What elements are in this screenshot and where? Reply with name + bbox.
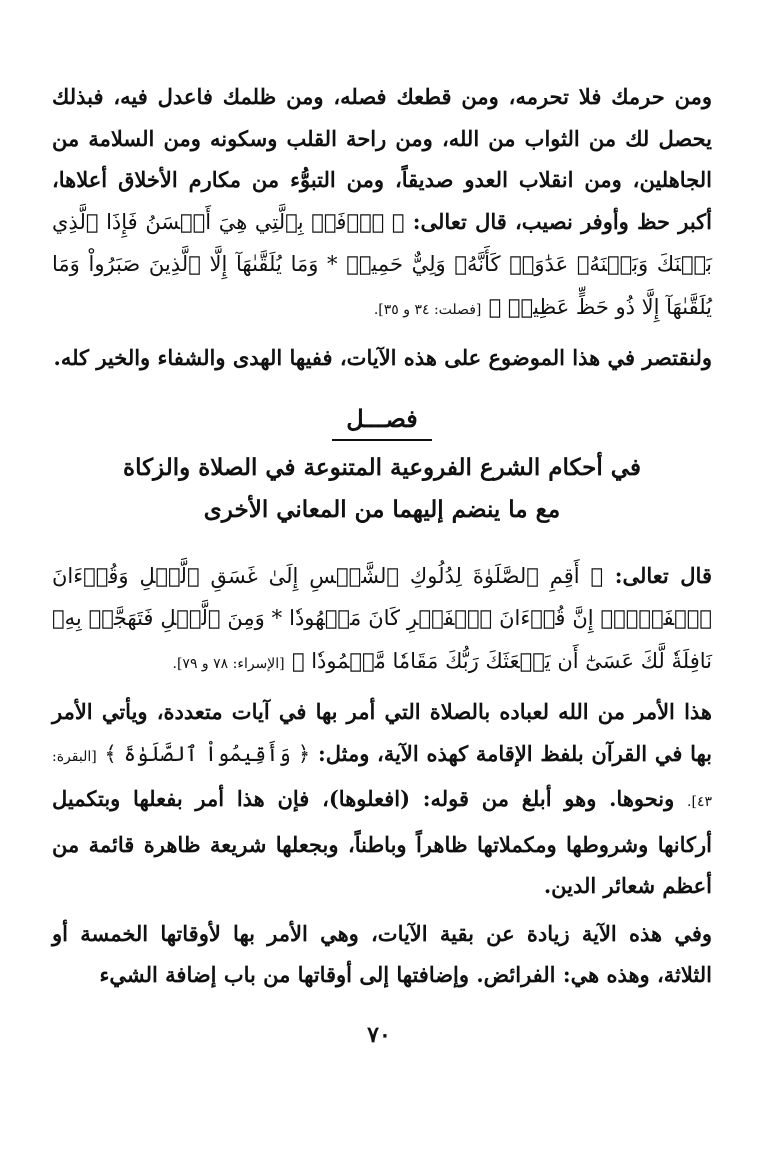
paragraph-3: [52, 555, 712, 686]
verse-reference-isra: [الإسراء: ٧٨ و ٧٩].: [172, 655, 285, 672]
quran-verse-fussilat: ﴿ ٱدۡفَعۡ بِٱلَّتِي هِيَ أَحۡسَنُ فَإِذَا ٱلَّذِي بَيۡنَكَ وَبَيۡنَهُۥ عَدَٰوَةٞ كَأَنَّهُۥ وَلِيٌّ حَمِيمٞ * وَمَا يُلَقَّىٰهَآ إِلَّا ٱلَّذِينَ صَبَرُواْ وَمَا يُلَقَّىٰهَآ إِلَّا ذُو حَظٍّ عَظِيمٖ ﴾: [52, 209, 712, 319]
paragraph-5: [52, 913, 712, 996]
fasl-title: فصـــل: [332, 401, 432, 441]
paragraph-4: [52, 691, 712, 907]
fasl-wrapper: [52, 401, 712, 441]
paragraph-4-text-2: ونحوها. وهو أبلغ من قوله: (افعلوها)، فإن هذا أمر بفعلها وبتكميل أركانها وشروطها ومكملاتها ظاهراً وباطناً، وبجعلها شريعة ظاهرة قائمة من أعظم شعائر الدين.: [52, 786, 712, 898]
section-heading-line-2: مع ما ينضم إليهما من المعاني الأخرى: [203, 495, 561, 523]
paragraph-2-text: ولنقتصر في هذا الموضوع على هذه الآيات، ففيها الهدى والشفاء والخير كله.: [53, 345, 712, 370]
page-number: ٧٠: [367, 1022, 391, 1048]
paragraph-3-intro: قال تعالى:: [614, 562, 712, 588]
paragraph-4-text-1: هذا الأمر من الله لعباده بالصلاة التي أمر بها في آيات متعددة، ويأتي الأمر بها في القرآن بلفظ الإقامة كهذه الآية، ومثل:: [52, 699, 712, 766]
section-heading: [52, 447, 712, 531]
spacer: [52, 531, 712, 555]
verse-reference-baqara: [البقرة: ٤٣].: [52, 748, 712, 810]
paragraph-1-text: ومن حرمك فلا تحرمه، ومن قطعك فصله، ومن ظلمك فاعدل فيه، فبذلك يحصل لك من الثواب من الله، ومن راحة القلب وسكونه ومن السلامة من الجاهلين، ومن انقلاب العدو صديقاً، ومن التبوُّء من مكارم الأخلاق أعلاها، أكبر حظ وأوفر نصيب، قال تعالى:: [52, 84, 713, 234]
paragraph-5-text: وفي هذه الآية زيادة عن بقية الآيات، وهي الأمر بها لأوقاتها الخمسة أو الثلاثة، وهذه هي: الفرائض. وإضافتها إلى أوقاتها من باب إضافة الشيء: [52, 920, 712, 987]
paragraph-1: [52, 76, 712, 331]
quran-verse-baqara: ﴿ وَأَقِيمُواْ ٱلصَّلَوٰةَ ﴾: [104, 741, 311, 766]
verse-reference-fussilat: [فصلت: ٣٤ و ٣٥].: [373, 301, 482, 318]
paragraph-2: [52, 337, 712, 379]
page-body: [52, 76, 712, 996]
section-heading-line-1: في أحكام الشرع الفروعية المتنوعة في الصلاة والزكاة: [123, 453, 641, 481]
quran-verse-isra: ﴿ أَقِمِ ٱلصَّلَوٰةَ لِدُلُوكِ ٱلشَّمۡسِ إِلَىٰ غَسَقِ ٱلَّيۡلِ وَقُرۡءَانَ ٱلۡفَجۡرِۖ إِنَّ قُرۡءَانَ ٱلۡفَجۡرِ كَانَ مَشۡهُودٗا * وَمِنَ ٱلَّيۡلِ فَتَهَجَّدۡ بِهِۦ نَافِلَةٗ لَّكَ عَسَىٰٓ أَن يَبۡعَثَكَ رَبُّكَ مَقَامٗا مَّحۡمُودٗا ﴾: [52, 563, 712, 673]
